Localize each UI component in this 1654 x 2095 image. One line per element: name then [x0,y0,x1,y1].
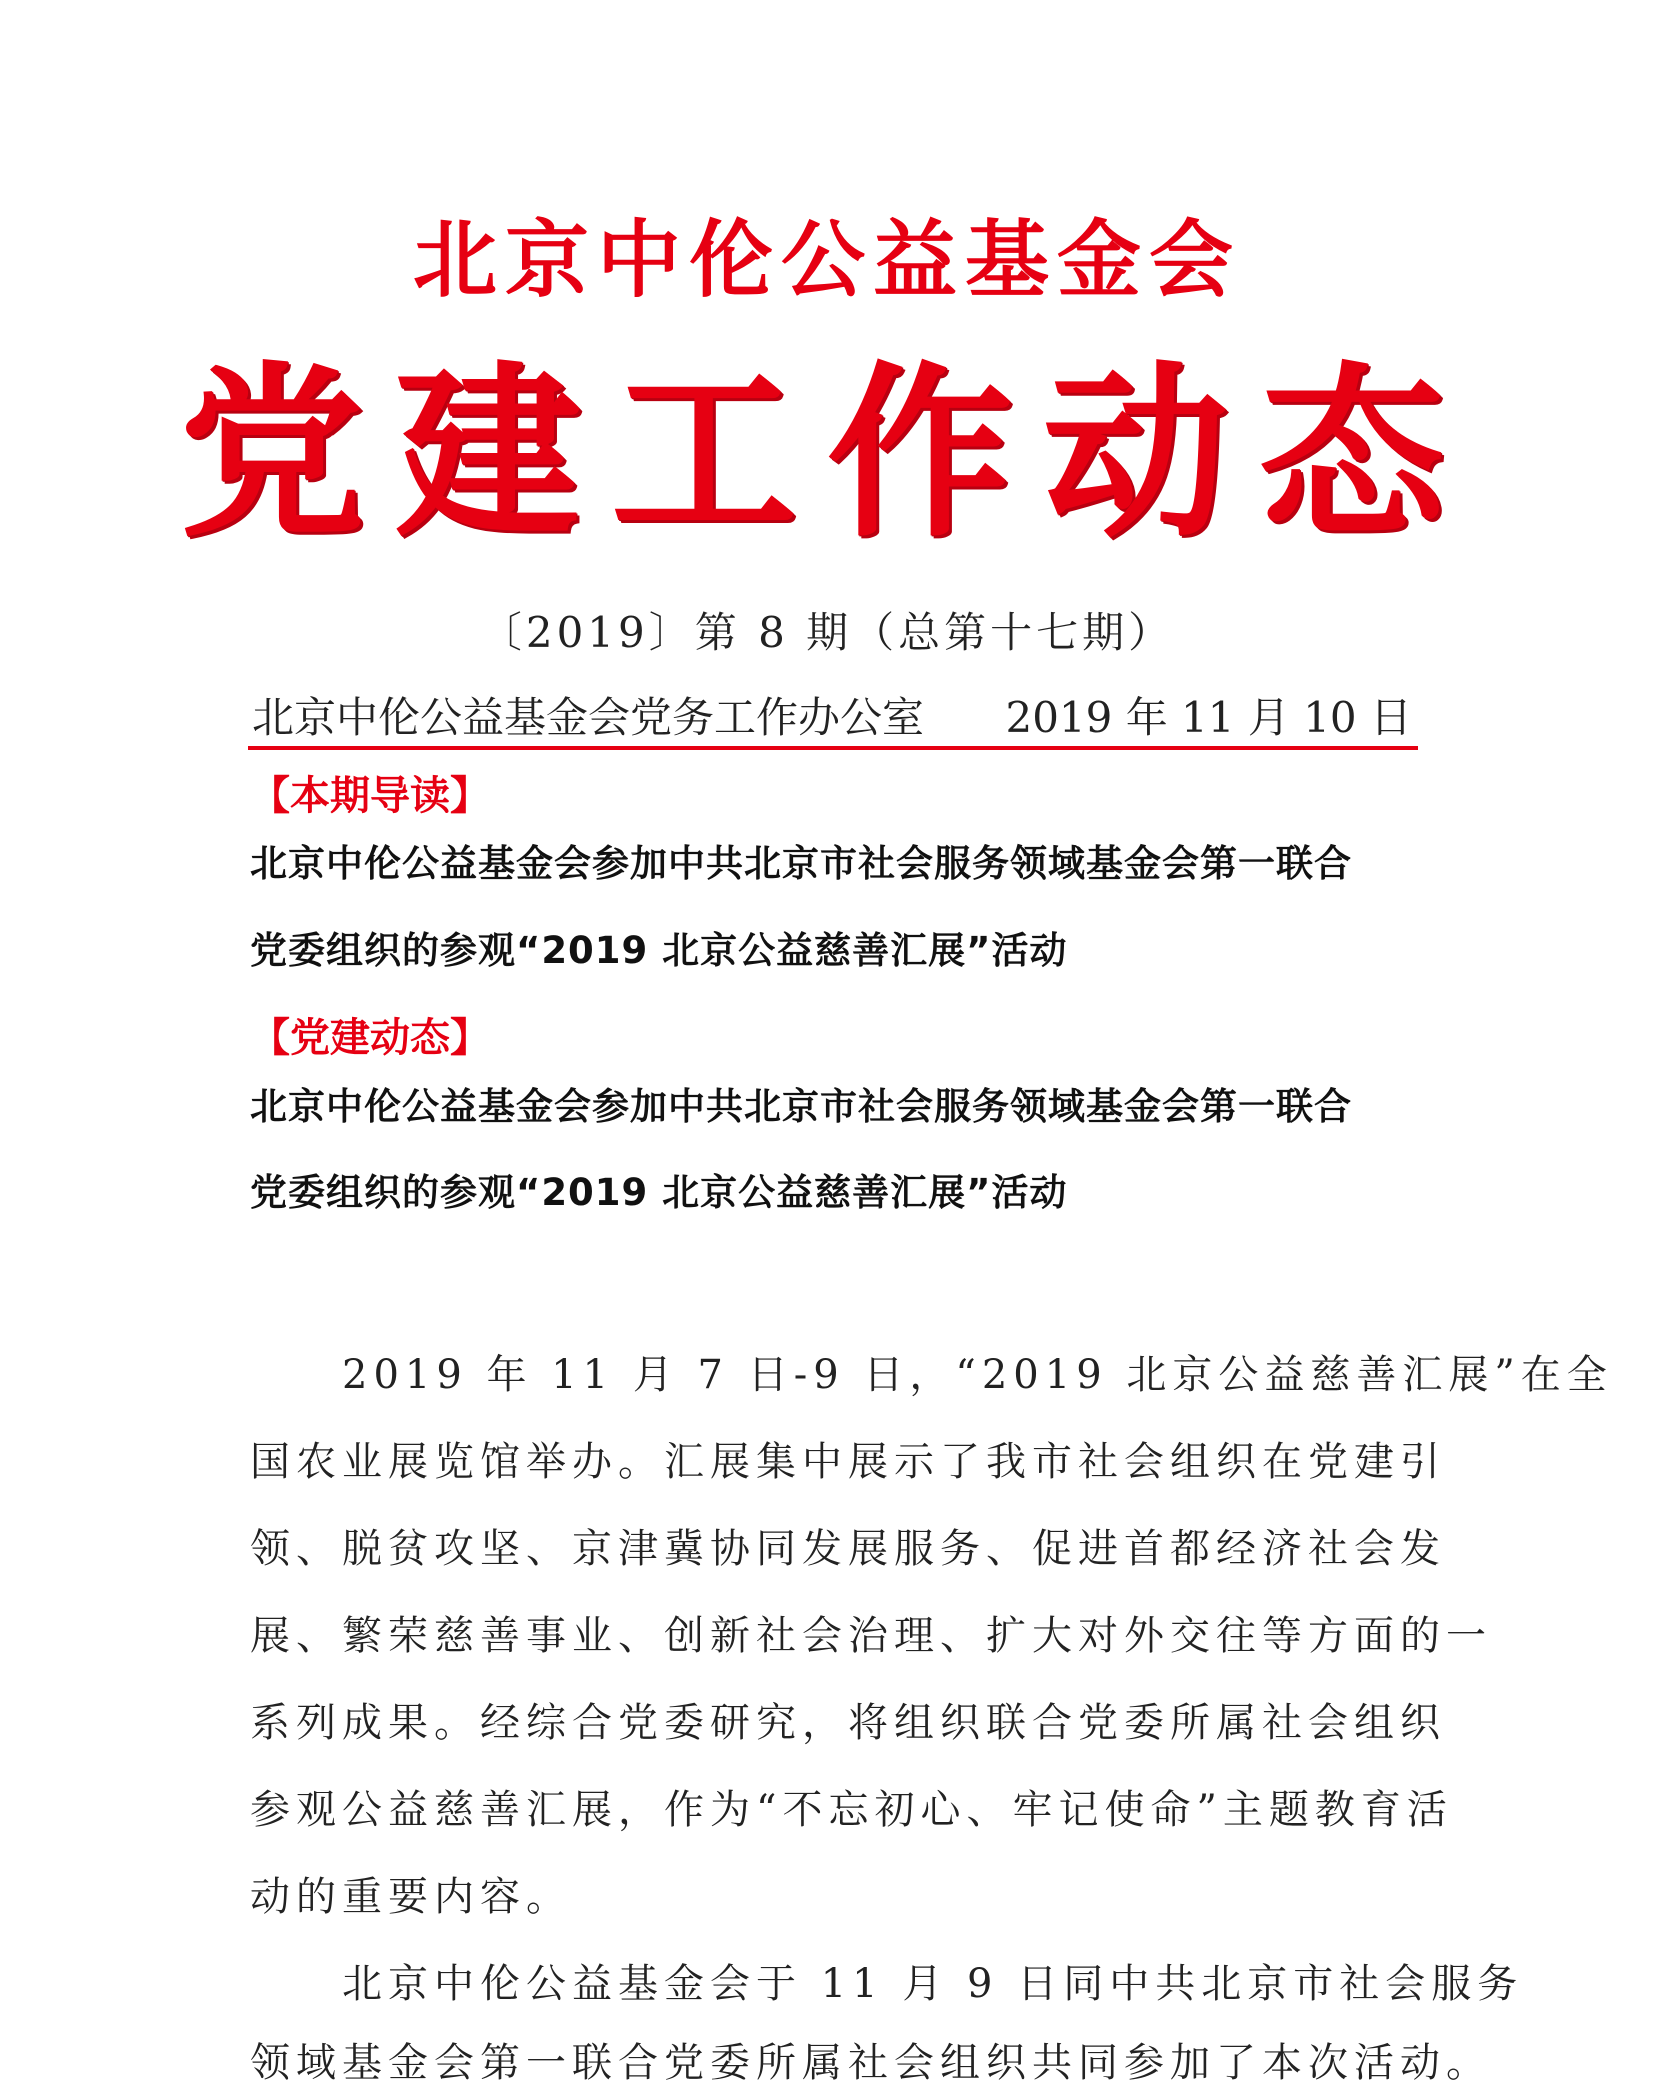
news-heading: 【党建动态】 [250,1015,490,1061]
body-paragraph-line: 领域基金会第一联合党委所属社会组织共同参加了本次活动。 [250,2040,1492,2086]
organization-title: 北京中伦公益基金会 [412,211,1241,309]
body-paragraph-line: 北京中伦公益基金会于 11 月 9 日同中共北京市社会服务 [250,1961,1524,2007]
body-paragraph-line: 展、繁荣慈善事业、创新社会治理、扩大对外交往等方面的一 [250,1613,1492,1659]
news-title-line: 北京中伦公益基金会参加中共北京市社会服务领域基金会第一联合 [250,1085,1352,1128]
body-paragraph-line: 系列成果。经综合党委研究，将组织联合党委所属社会组织 [250,1700,1446,1746]
issue-date: 2019 年 11 月 10 日 [1005,693,1412,742]
issuer-row [252,693,1412,742]
body-paragraph-line: 2019 年 11 月 7 日-9 日，“2019 北京公益慈善汇展”在全 [250,1352,1613,1398]
body-paragraph-line: 参观公益慈善汇展，作为“不忘初心、牢记使命”主题教育活 [250,1787,1453,1833]
body-paragraph-line: 领、脱贫攻坚、京津冀协同发展服务、促进首都经济社会发 [250,1526,1446,1572]
preview-line: 党委组织的参观“2019 北京公益慈善汇展”活动 [250,929,1068,972]
body-paragraph-line: 国农业展览馆举办。汇展集中展示了我市社会组织在党建引 [250,1439,1446,1485]
news-title-line: 党委组织的参观“2019 北京公益慈善汇展”活动 [250,1171,1068,1214]
issuing-office: 北京中伦公益基金会党务工作办公室 [252,693,925,742]
preview-heading: 【本期导读】 [250,773,490,819]
header-divider [248,746,1418,750]
body-paragraph-line: 动的重要内容。 [250,1874,572,1920]
preview-line: 北京中伦公益基金会参加中共北京市社会服务领域基金会第一联合 [250,842,1352,885]
newsletter-title: 党建工作动态 [178,343,1475,562]
issue-number: 〔2019〕第 8 期（总第十七期） [479,608,1175,657]
